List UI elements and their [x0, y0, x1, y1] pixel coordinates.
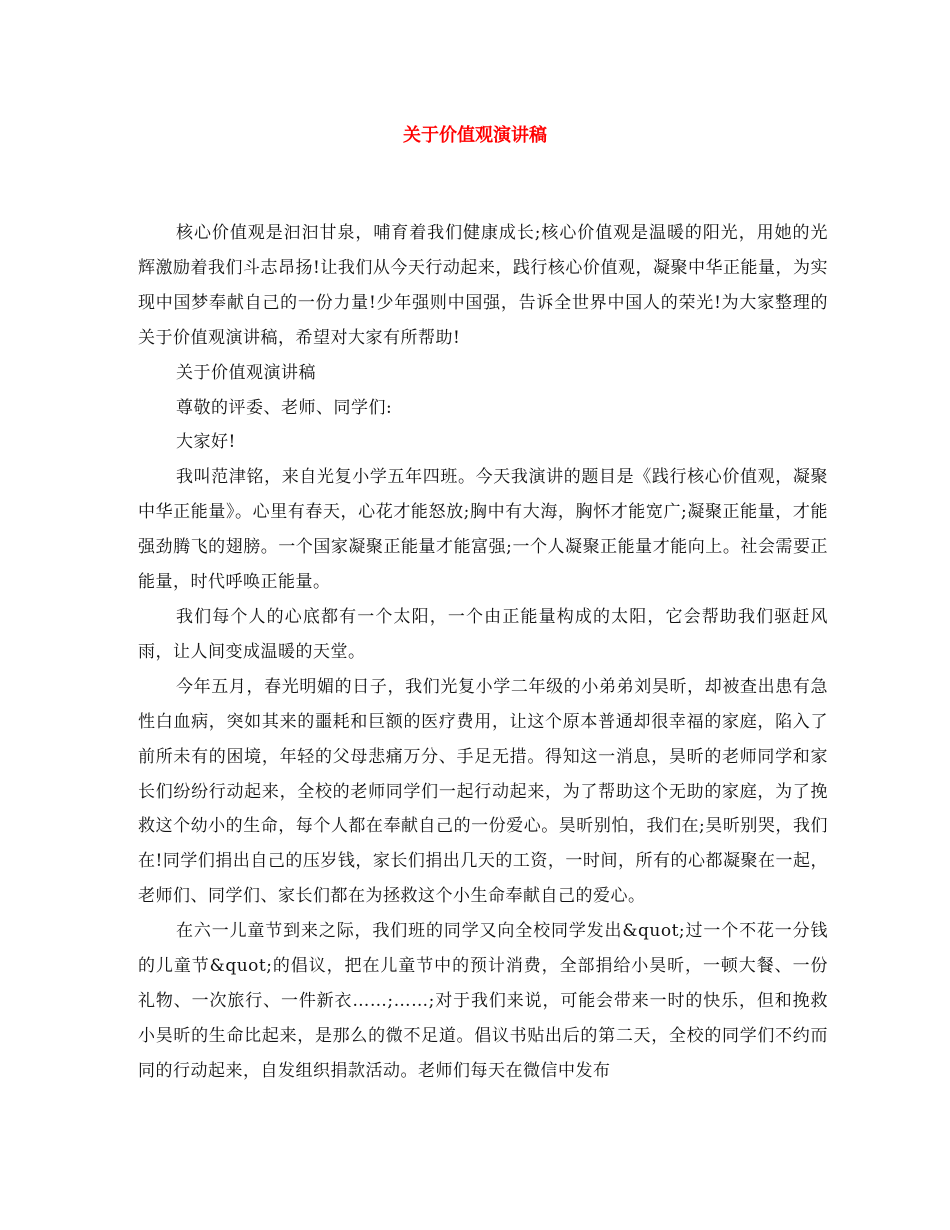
paragraph-intro: 核心价值观是汩汩甘泉，哺育着我们健康成长;核心价值观是温暖的阳光，用她的光辉激励着我们斗志昂扬!让我们从今天行动起来，践行核心价值观，凝聚中华正能量，为实现中国梦奉献自己的一份力量!少年强则中国强，告诉全世界中国人的荣光!为大家整理的关于价值观演讲稿，希望对大家有所帮助! [138, 223, 828, 348]
paragraph-childrens-day: 在六一儿童节到来之际，我们班的同学又向全校同学发出&quot;过一个不花一分钱的儿童节&quot;的倡议，把在儿童节中的预计消费，全部捐给小昊昕，一顿大餐、一份礼物、一次旅行、一件新衣……;……;对于我们来说，可能会带来一时的快乐，但和挽救小昊昕的生命比起来，是那么的微不足道。倡议书贴出后的第二天，全校的同学们不约而同的行动起来，自发组织捐款活动。老师们每天在微信中发布 [138, 921, 828, 1081]
paragraph-heading: 关于价值观演讲稿 [176, 362, 316, 383]
paragraph-self-introduction: 我叫范津铭，来自光复小学五年四班。今天我演讲的题目是《践行核心价值观，凝聚中华正能量》。心里有春天，心花才能怒放;胸中有大海，胸怀才能宽广;凝聚正能量，才能强劲腾飞的翅膀。一个国家凝聚正能量才能富强;一个人凝聚正能量才能向上。社会需要正能量，时代呼唤正能量。 [138, 467, 828, 593]
paragraph-greeting: 大家好! [176, 432, 236, 453]
paragraph-sun: 我们每个人的心底都有一个太阳，一个由正能量构成的太阳，它会帮助我们驱赶风雨，让人间变成温暖的天堂。 [138, 606, 828, 662]
document-body [138, 216, 828, 1089]
paragraph-salutation: 尊敬的评委、老师、同学们: [176, 397, 393, 418]
paragraph-story: 今年五月，春光明媚的日子，我们光复小学二年级的小弟弟刘昊昕，却被查出患有急性白血病，突如其来的噩耗和巨额的医疗费用，让这个原本普通却很幸福的家庭，陷入了前所未有的困境，年轻的父母悲痛万分、手足无措。得知这一消息，昊昕的老师同学和家长们纷纷行动起来，全校的老师同学们一起行动起来，为了帮助这个无助的家庭，为了挽救这个幼小的生命，每个人都在奉献自己的一份爱心。昊昕别怕，我们在;昊昕别哭，我们在!同学们捐出自己的压岁钱，家长们捐出几天的工资，一时间，所有的心都凝聚在一起，老师们、同学们、家长们都在为拯救这个小生命奉献自己的爱心。 [138, 676, 828, 907]
document-title: 关于价值观演讲稿 [403, 125, 547, 146]
